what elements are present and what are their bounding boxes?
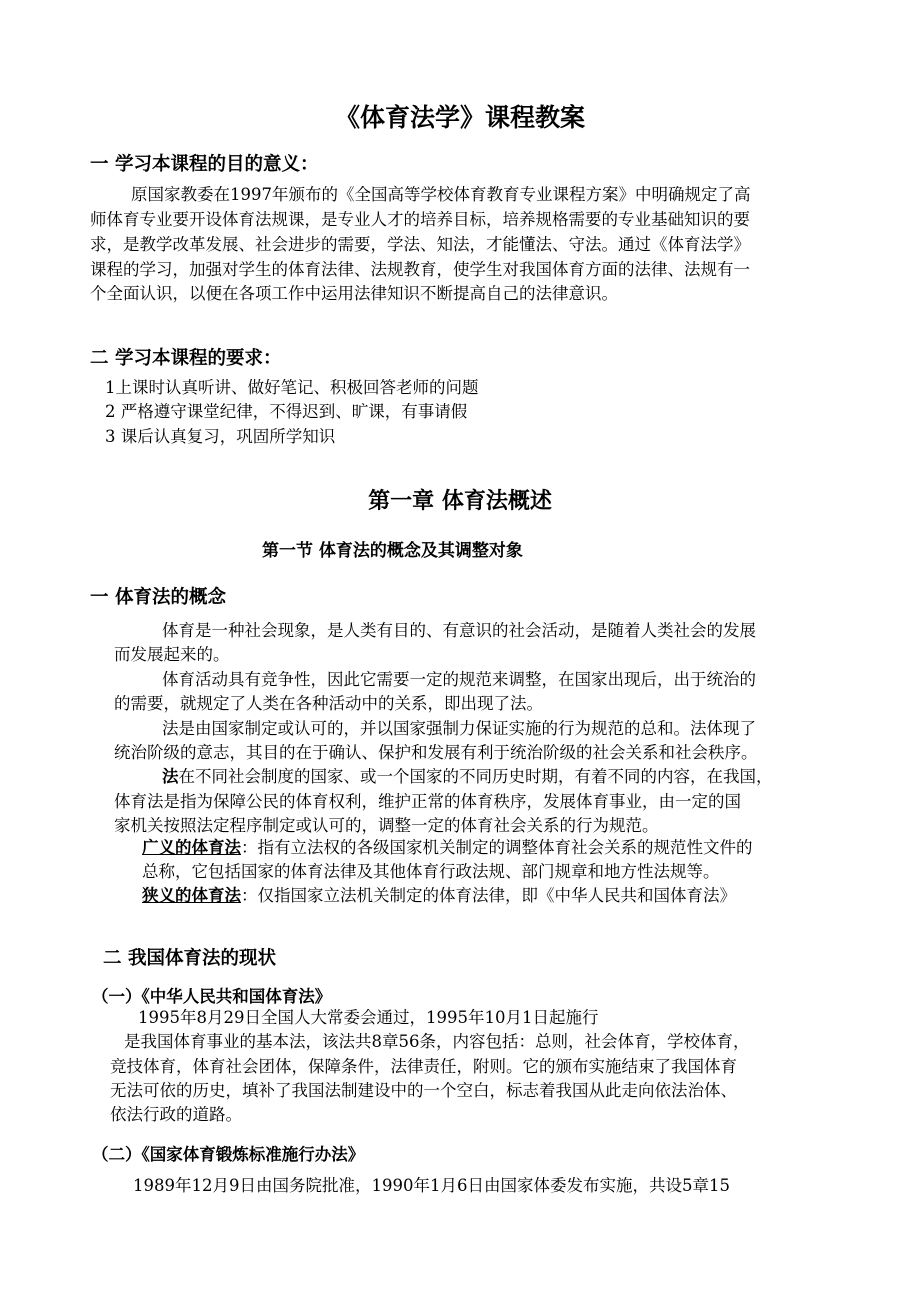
paragraph-line: 师体育专业要开设体育法规课，是专业人才的培养目标，培养规格需要的专业基础知识的要	[90, 210, 750, 229]
paragraph-line: 体育法是指为保障公民的体育权利，维护正常的体育秩序，发展体育事业，由一定的国	[114, 792, 741, 811]
paragraph-line: 而发展起来的。	[114, 645, 230, 664]
chapter-title: 第一章 体育法概述	[368, 489, 552, 514]
paragraph-line: 竞技体育，体育社会团体，保障条件，法律责任，附则。它的颁布实施结束了我国体育	[110, 1057, 737, 1076]
line-text: ：仅指国家立法机关制定的体育法律，即《中华人民共和国体育法》	[241, 886, 736, 905]
paragraph-line: 法是由国家制定或认可的，并以国家强制力保证实施的行为规范的总和。法体现了	[162, 719, 756, 738]
list-item: 1上课时认真听讲、做好笔记、积极回答老师的问题	[105, 378, 479, 397]
paragraph-line: 总称，它包括国家的体育法律及其他体育行政法规、部门规章和地方性法规等。	[142, 862, 720, 881]
paragraph-line: 个全面认识，以便在各项工作中运用法律知识不断提高自己的法律意识。	[90, 284, 618, 303]
paragraph-line: 求，是教学改革发展、社会进步的需要，学法、知法，才能懂法、守法。通过《体育法学》	[90, 235, 750, 254]
definition-broad	[142, 838, 753, 858]
paragraph-line: 家机关按照法定程序制定或认可的，调整一定的体育社会关系的行为规范。	[114, 816, 659, 835]
term-narrow: 狭义的体育法	[142, 886, 241, 905]
paragraph-line: 的需要，就规定了人类在各种活动中的关系，即出现了法。	[114, 694, 543, 713]
paragraph-line: 无法可依的历史，填补了我国法制建设中的一个空白，标志着我国从此走向依法治体、	[110, 1081, 737, 1100]
bold-lead: 法	[162, 767, 179, 786]
paragraph-line: 1995年8月29日全国人大常委会通过，1995年10月1日起施行	[138, 1008, 599, 1027]
list-item: 2 严格遵守课堂纪律，不得迟到、旷课，有事请假	[105, 402, 468, 421]
law-heading: （一）《中华人民共和国体育法》	[92, 987, 332, 1006]
section-heading: 二 学习本课程的要求：	[90, 348, 282, 369]
list-item: 3 课后认真复习，巩固所学知识	[105, 427, 336, 446]
law-heading: （二）《国家体育锻炼标准施行办法》	[92, 1145, 365, 1164]
term-broad: 广义的体育法	[142, 838, 241, 857]
paragraph-line: 课程的学习，加强对学生的体育法律、法规教育，使学生对我国体育方面的法律、法规有一	[90, 260, 750, 279]
paragraph-line	[162, 767, 773, 787]
definition-narrow	[142, 886, 736, 906]
paragraph-line: 依法行政的道路。	[110, 1105, 242, 1124]
section-title: 第一节 体育法的概念及其调整对象	[262, 541, 523, 561]
line-text: ：指有立法权的各级国家机关制定的调整体育社会关系的规范性文件的	[241, 838, 753, 857]
line-text: 在不同社会制度的国家、或一个国家的不同历史时期，有着不同的内容，在我国，	[178, 767, 773, 786]
section-heading: 一 学习本课程的目的意义：	[90, 154, 319, 175]
subsection-heading: 二 我国体育法的现状	[103, 948, 276, 969]
document-title: 《体育法学》课程教案	[334, 103, 585, 132]
paragraph-line: 1989年12月9日由国务院批准，1990年1月6日由国家体委发布实施，共设5章15	[133, 1176, 730, 1195]
paragraph-line: 统治阶级的意志，其目的在于确认、保护和发展有利于统治阶级的社会关系和社会秩序。	[114, 743, 758, 762]
paragraph-line: 体育是一种社会现象，是人类有目的、有意识的社会活动，是随着人类社会的发展	[162, 621, 756, 640]
paragraph-line: 体育活动具有竞争性，因此它需要一定的规范来调整，在国家出现后，出于统治的	[162, 670, 756, 689]
paragraph-line: 是我国体育事业的基本法，该法共8章56条，内容包括：总则，社会体育，学校体育，	[124, 1032, 750, 1051]
subsection-heading: 一 体育法的概念	[90, 587, 226, 608]
paragraph-line: 原国家教委在1997年颁布的《全国高等学校体育教育专业课程方案》中明确规定了高	[131, 185, 751, 204]
